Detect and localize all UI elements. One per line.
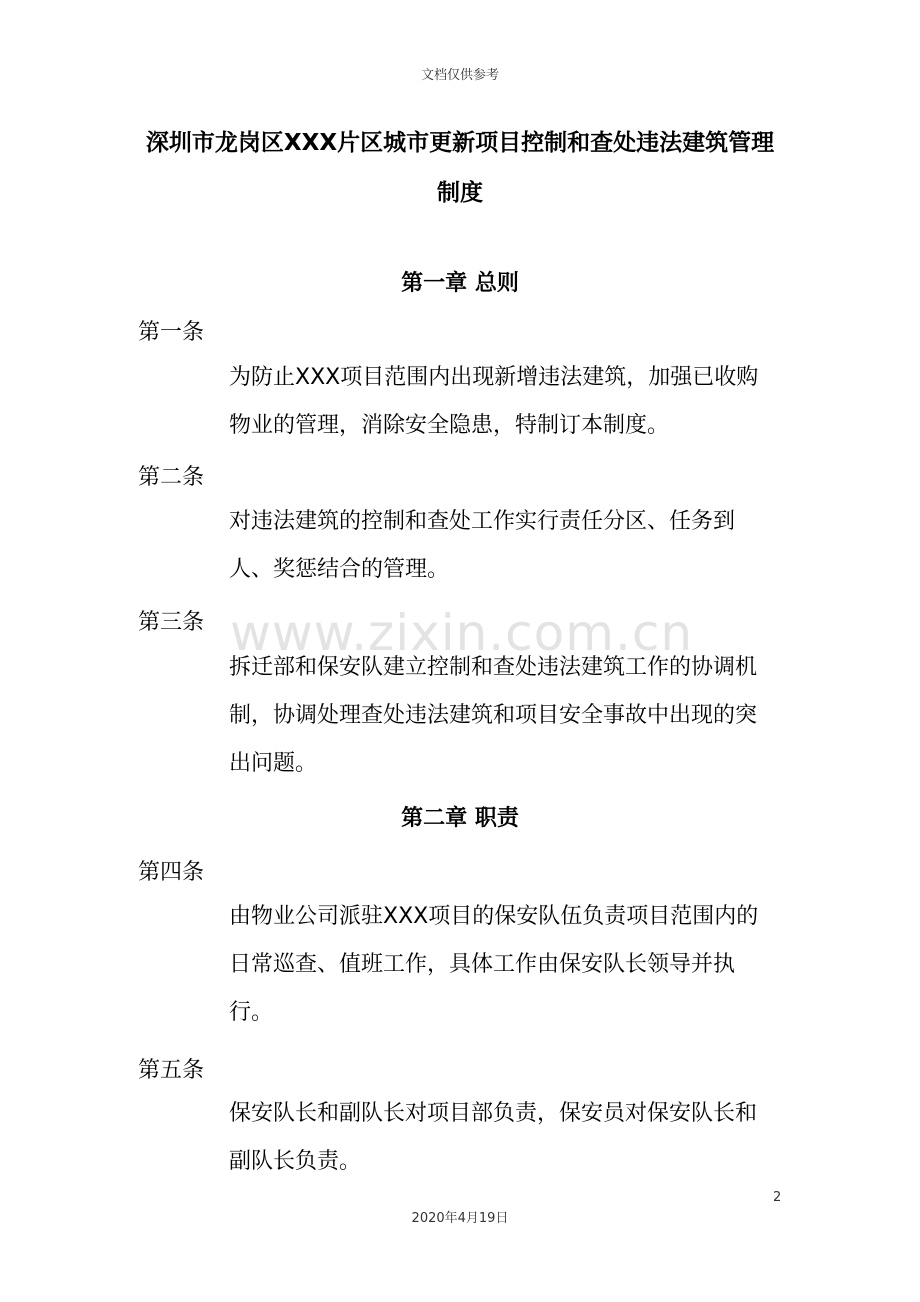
page-number: 2 bbox=[773, 1190, 782, 1205]
header-note: 文档仅供参考 bbox=[420, 68, 499, 83]
article-text-2: 对违法建筑的控制和查处工作实行责任分区、任务到人、奖惩结合的管理。 bbox=[229, 509, 736, 582]
chapter-heading-1: 第一章 总则 bbox=[401, 271, 519, 296]
footer-date: 2020年4月19日 bbox=[411, 1211, 509, 1226]
article-label-4: 第四条 bbox=[138, 860, 205, 885]
article-label-2: 第二条 bbox=[138, 465, 205, 490]
article-text-1: 为防止XXX项目范围内出现新增违法建筑，加强已收购物业的管理，消除安全隐患，特制订本制度。 bbox=[229, 365, 759, 438]
watermark: www.zixin.com.cn bbox=[230, 604, 694, 662]
article-label-5: 第五条 bbox=[138, 1058, 205, 1083]
document-title: 深圳市龙岗区XXX片区城市更新项目控制和查处违法建筑管理制度 bbox=[145, 130, 775, 206]
article-text-3: 拆迁部和保安队建立控制和查处违法建筑工作的协调机制，协调处理查处违法建筑和项目安全事故中出现的突出问题。 bbox=[229, 655, 758, 776]
article-label-1: 第一条 bbox=[138, 320, 205, 345]
article-text-4: 由物业公司派驻XXX项目的保安队伍负责项目范围内的日常巡查、值班工作，具体工作由保安队长领导并执行。 bbox=[229, 904, 759, 1025]
article-text-5: 保安队长和副队长对项目部负责，保安员对保安队长和副队长负责。 bbox=[229, 1101, 758, 1174]
chapter-heading-2: 第二章 职责 bbox=[401, 806, 519, 831]
article-label-3: 第三条 bbox=[138, 610, 205, 635]
